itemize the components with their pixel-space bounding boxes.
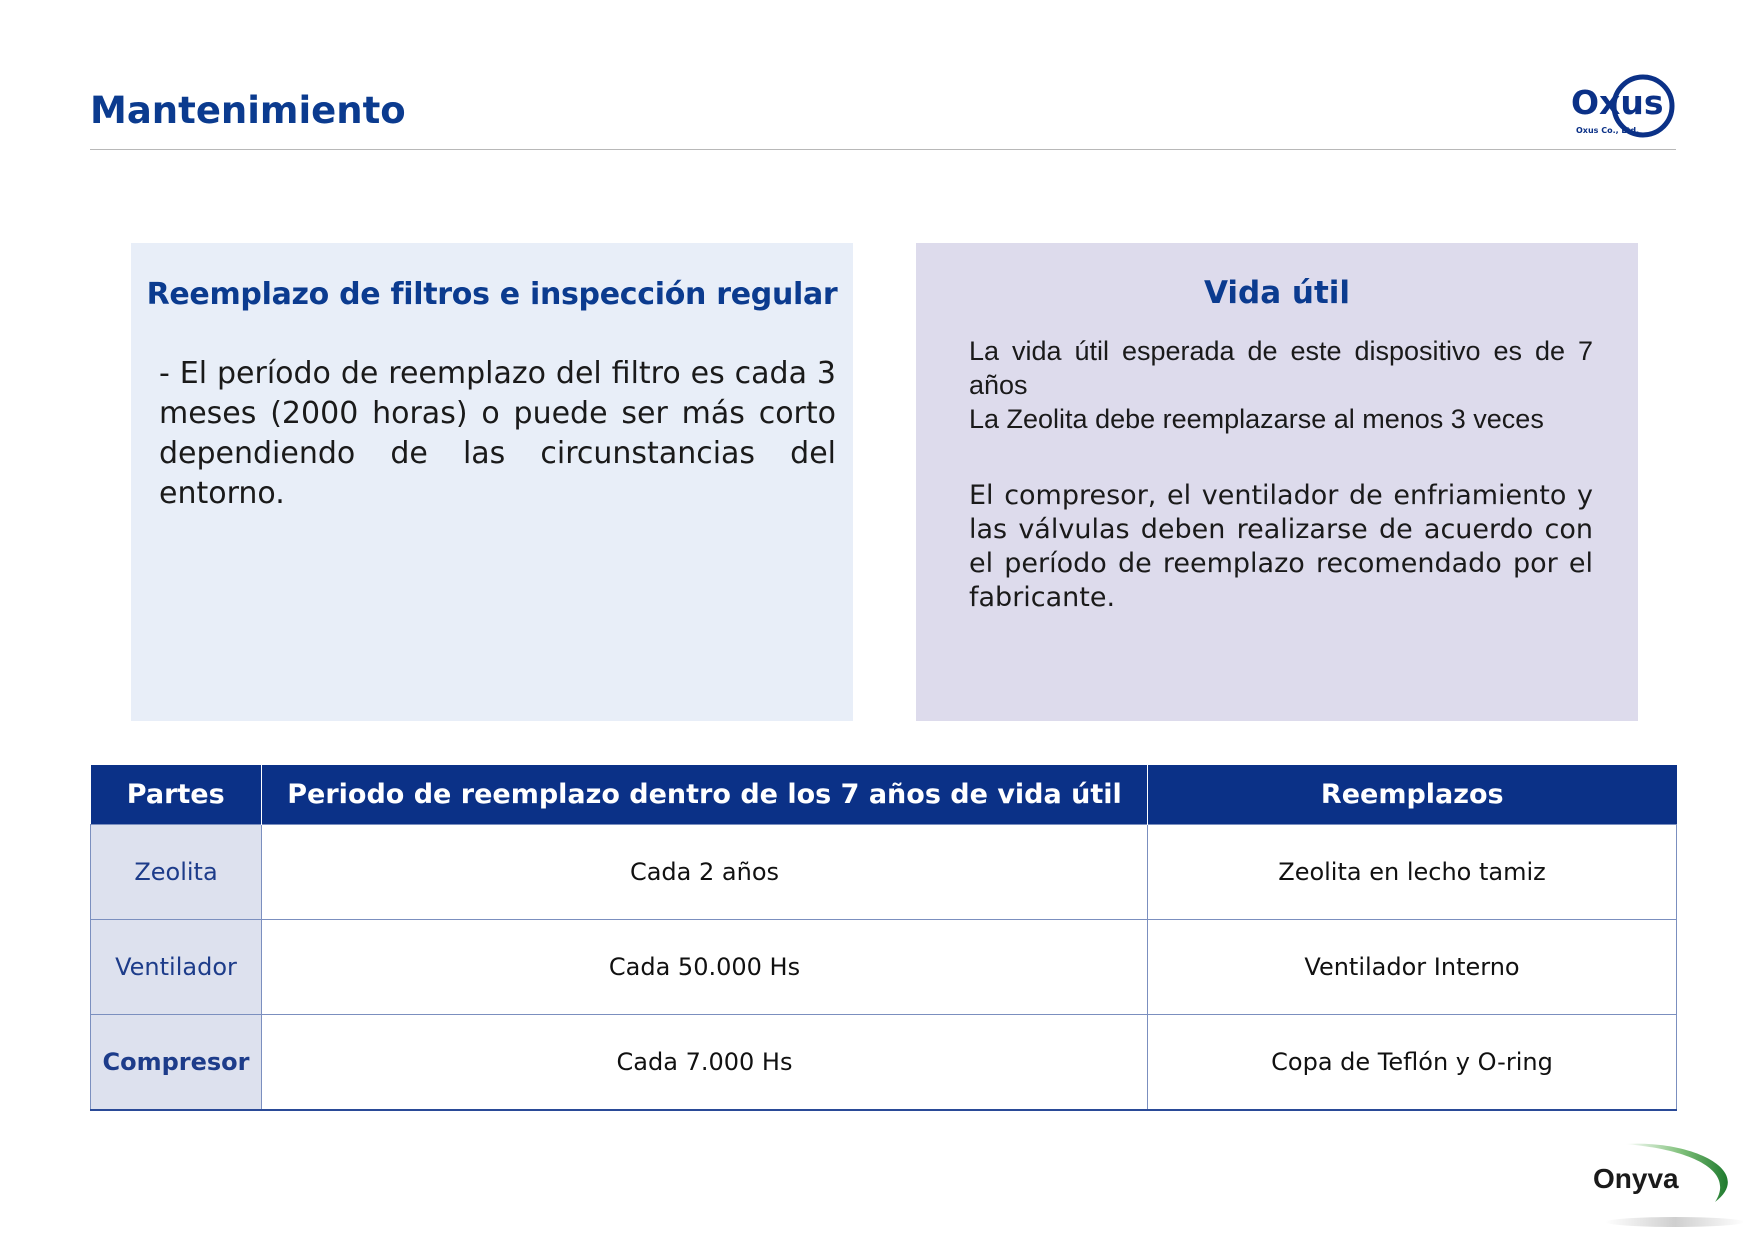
onyva-logo-text: Onyva	[1593, 1163, 1679, 1194]
part-cell: Ventilador	[91, 920, 262, 1015]
header-parts: Partes	[91, 765, 262, 825]
period-cell: Cada 50.000 Hs	[262, 920, 1148, 1015]
replacement-cell: Ventilador Interno	[1148, 920, 1677, 1015]
onyva-logo	[1585, 1142, 1743, 1230]
table-header-row	[91, 765, 1677, 825]
zeolite-replacement-text: La Zeolita debe reemplazarse al menos 3 veces	[969, 404, 1544, 434]
lifespan-text	[969, 334, 1593, 615]
page-title: Mantenimiento	[90, 89, 406, 132]
table-row	[91, 920, 1677, 1015]
components-replacement-text: El compresor, el ventilador de enfriamiento y las válvulas deben realizarse de acuerdo con el período de reemplazo recomendado por el fabricante.	[969, 480, 1593, 613]
table-row	[91, 825, 1677, 920]
part-cell: Compresor	[91, 1015, 262, 1111]
replacement-cell: Zeolita en lecho tamiz	[1148, 825, 1677, 920]
period-cell: Cada 2 años	[262, 825, 1148, 920]
filter-replacement-text: - El período de reemplazo del filtro es cada 3 meses (2000 horas) o puede ser más corto dependiendo de las circunstancias del entorno.	[159, 356, 836, 511]
header-period: Periodo de reemplazo dentro de los 7 años de vida útil	[262, 765, 1148, 825]
title-divider	[90, 149, 1676, 150]
part-cell: Zeolita	[91, 825, 262, 920]
header-replacements: Reemplazos	[1148, 765, 1677, 825]
replacement-cell: Copa de Teflón y O-ring	[1148, 1015, 1677, 1111]
table-row	[91, 1015, 1677, 1111]
period-cell: Cada 7.000 Hs	[262, 1015, 1148, 1111]
oxus-logo-text: Oxus	[1571, 83, 1664, 122]
filter-replacement-panel	[131, 243, 853, 721]
lifespan-heading: Vida útil	[1203, 275, 1351, 311]
oxus-logo-subtext: Oxus Co., Ltd.	[1576, 126, 1640, 135]
oxus-logo	[1566, 72, 1678, 146]
paragraph-spacer	[969, 436, 1593, 479]
maintenance-table	[90, 765, 1677, 1111]
lifespan-years-text: La vida útil esperada de este dispositivo es de 7 años	[969, 336, 1593, 400]
filter-replacement-heading: Reemplazo de filtros e inspección regular	[146, 277, 838, 312]
lifespan-panel	[916, 243, 1638, 721]
